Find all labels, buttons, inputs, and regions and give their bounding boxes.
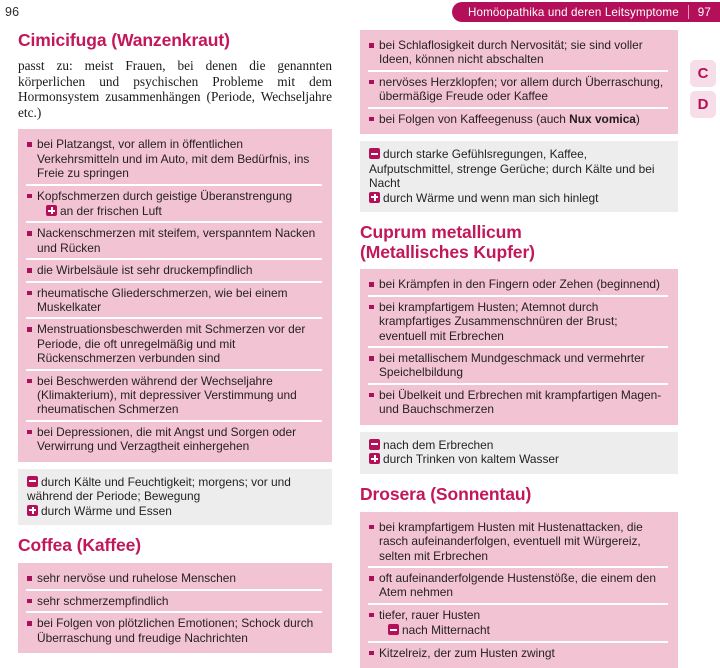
modality-better xyxy=(369,191,669,206)
square-bullet-icon xyxy=(369,651,374,656)
list-item xyxy=(26,258,322,280)
square-bullet-icon xyxy=(27,576,32,581)
modality-better xyxy=(369,452,669,467)
heading-cimicifuga: Cimicifuga (Wanzenkraut) xyxy=(18,30,230,50)
heading-cuprum-metallicum xyxy=(360,222,678,262)
list-item xyxy=(26,369,322,420)
modality-box-cuprum xyxy=(360,432,678,474)
plus-badge-icon xyxy=(27,505,38,516)
square-bullet-icon xyxy=(369,576,374,581)
square-bullet-icon xyxy=(27,379,32,384)
running-head-divider xyxy=(688,5,689,19)
symptom-box-coffea xyxy=(18,563,332,653)
list-item-text: bei krampfartigem Husten; Atemnot durch krampfartiges Zusammenschnüren der Brust; eventuell mit Erbrechen xyxy=(379,299,618,343)
modality-worse-text: durch Kälte und Feuchtigkeit; morgens; vor und während der Periode; Bewegung xyxy=(27,474,291,504)
plus-badge-icon xyxy=(369,192,380,203)
minus-badge-icon xyxy=(369,148,380,159)
modality-box-coffea xyxy=(360,141,678,212)
square-bullet-icon xyxy=(27,327,32,332)
running-head-title: Homöopathika und deren Leitsymptome xyxy=(467,5,679,19)
list-item-text: sehr schmerzempfindlich xyxy=(37,593,169,608)
list-item xyxy=(368,603,668,641)
square-bullet-icon xyxy=(369,525,374,530)
list-item-text: oft aufeinanderfolgende Hustenstöße, die einem den Atem nehmen xyxy=(379,571,656,600)
list-item-modality-text: an der frischen Luft xyxy=(60,204,162,218)
modality-worse xyxy=(369,438,669,453)
heading-drosera: Drosera (Sonnentau) xyxy=(360,483,532,504)
list-item xyxy=(26,134,322,183)
list-item xyxy=(368,70,668,107)
list-item xyxy=(368,641,668,663)
list-item-text: bei krampfartigem Husten mit Hustenattacken, die rasch aufeinanderfolgen, eventuell mit Würgereiz, selten mit Erbrechen xyxy=(379,519,643,563)
symptom-box-cimicifuga xyxy=(18,129,332,461)
list-item xyxy=(26,281,322,318)
list-item xyxy=(368,517,668,566)
square-bullet-icon xyxy=(27,268,32,273)
plus-badge-icon xyxy=(46,205,57,216)
minus-badge-icon xyxy=(27,476,38,487)
list-item-text: bei Depressionen, die mit Angst und Sorgen oder Verwirrung und Verzagtheit einhergehen xyxy=(37,424,297,454)
folio-right: 97 xyxy=(697,5,711,19)
square-bullet-icon xyxy=(27,599,32,604)
list-item xyxy=(368,346,668,383)
list-item-text: Nackenschmerzen mit steifem, verspanntem Nacken und Rücken xyxy=(37,226,316,255)
modality-better-text: durch Trinken von kaltem Wasser xyxy=(383,452,560,467)
list-item-text: bei Beschwerden während der Wechseljahre (Klimakterium), mit depressiver Verstimmung und rheumatischen Schmerzen xyxy=(37,373,297,417)
running-head-banner xyxy=(452,2,720,22)
list-item xyxy=(26,317,322,368)
list-item xyxy=(26,589,322,611)
square-bullet-icon xyxy=(369,393,374,398)
thumb-tab-c[interactable]: C xyxy=(690,60,716,87)
right-column xyxy=(350,30,720,660)
list-item-text: bei metallischem Mundgeschmack und vermehrter Speichelbildung xyxy=(379,351,645,380)
square-bullet-icon xyxy=(27,194,32,199)
page-columns xyxy=(0,30,720,660)
square-bullet-icon xyxy=(27,291,32,296)
list-item-text: bei Krämpfen in den Fingern oder Zehen (beginnend) xyxy=(379,277,660,292)
square-bullet-icon xyxy=(369,80,374,85)
heading-line-2: (Metallisches Kupfer) xyxy=(360,242,535,263)
list-item-text-bold: Nux vomica xyxy=(569,111,636,126)
list-item-text: bei Schlaflosigkeit durch Nervosität; sie sind voller Ideen, können nicht abschalten xyxy=(379,38,643,67)
list-item xyxy=(26,611,322,648)
list-item xyxy=(26,420,322,457)
list-item xyxy=(368,566,668,603)
list-item xyxy=(368,35,668,70)
folio-left: 96 xyxy=(5,5,20,19)
list-item-text: nervöses Herzklopfen; vor allem durch Überraschung, übermäßige Freude oder Kaffee xyxy=(379,74,664,104)
square-bullet-icon xyxy=(369,305,374,310)
modality-box-cimicifuga xyxy=(18,469,332,526)
page-header xyxy=(0,0,720,30)
list-item-text-suffix: ) xyxy=(635,111,640,126)
square-bullet-icon xyxy=(27,621,32,626)
list-item-text: bei Übelkeit und Erbrechen mit krampfartigen Magen- und Bauchschmerzen xyxy=(379,387,662,417)
square-bullet-icon xyxy=(27,430,32,435)
square-bullet-icon xyxy=(369,613,374,618)
list-item xyxy=(368,383,668,420)
heading-coffea: Coffea (Kaffee) xyxy=(18,535,141,556)
list-item-text: die Wirbelsäule ist sehr druckempfindlich xyxy=(37,263,253,278)
list-item-text: Menstruationsbeschwerden mit Schmerzen vor der Periode, die oft unregelmäßig und mit Rückenschmerzen verbunden sind xyxy=(37,322,306,366)
symptom-box-drosera xyxy=(360,512,678,668)
list-item xyxy=(26,184,322,222)
list-item-modality-line xyxy=(379,623,668,637)
list-item-text-prefix: bei Folgen von Kaffeegenuss (auch xyxy=(379,111,570,126)
list-item xyxy=(26,221,322,258)
list-item-modality-text: nach Mitternacht xyxy=(402,623,490,638)
modality-worse-text: durch starke Gefühlsregungen, Kaffee, Aufputschmittel, strenge Gerüche; durch Kälte und bei Nacht xyxy=(369,147,655,191)
list-item-text: bei Platzangst, vor allem in öffentlichen Verkehrsmitteln und im Auto, mit dem Bedürfnis, ins Freie zu springen xyxy=(37,137,310,181)
modality-worse xyxy=(27,475,323,504)
list-item-text: Kopfschmerzen durch geistige Überanstrengung xyxy=(37,188,293,203)
list-item-text: bei Folgen von plötzlichen Emotionen; Schock durch Überraschung und freudige Nachrichten xyxy=(37,616,314,645)
square-bullet-icon xyxy=(369,356,374,361)
list-item-text: rheumatische Gliederschmerzen, wie bei einem Muskelkater xyxy=(37,285,288,315)
left-column xyxy=(0,30,350,645)
minus-badge-icon xyxy=(388,624,399,635)
list-item-text: Kitzelreiz, der zum Husten zwingt xyxy=(379,645,555,660)
modality-better-text: durch Wärme und wenn man sich hinlegt xyxy=(383,190,599,205)
plus-badge-icon xyxy=(369,453,380,464)
intro-cimicifuga: passt zu: meist Frauen, bei denen die genannten körperlichen und psychischen Probleme mit dem Hormonsystem zusammenhängen (Periode, Wechseljahre etc.) xyxy=(18,58,332,120)
thumb-tab-d[interactable]: D xyxy=(690,91,716,118)
heading-line-1: Cuprum metallicum xyxy=(360,222,522,243)
symptom-box-coffea-continued xyxy=(360,30,678,134)
modality-worse-text: nach dem Erbrechen xyxy=(383,437,494,452)
list-item-text: sehr nervöse und ruhelose Menschen xyxy=(37,571,236,586)
modality-worse xyxy=(369,147,669,191)
list-item xyxy=(368,295,668,346)
square-bullet-icon xyxy=(369,43,374,48)
list-item-modality-line xyxy=(37,204,322,218)
list-item xyxy=(368,107,668,129)
square-bullet-icon xyxy=(27,231,32,236)
square-bullet-icon xyxy=(369,117,374,122)
square-bullet-icon xyxy=(369,282,374,287)
thumb-index xyxy=(690,60,716,122)
list-item xyxy=(368,274,668,294)
list-item-text: tiefer, rauer Husten xyxy=(379,607,481,622)
modality-better xyxy=(27,504,323,519)
square-bullet-icon xyxy=(27,142,32,147)
symptom-box-cuprum xyxy=(360,269,678,424)
minus-badge-icon xyxy=(369,439,380,450)
modality-better-text: durch Wärme und Essen xyxy=(41,503,172,518)
